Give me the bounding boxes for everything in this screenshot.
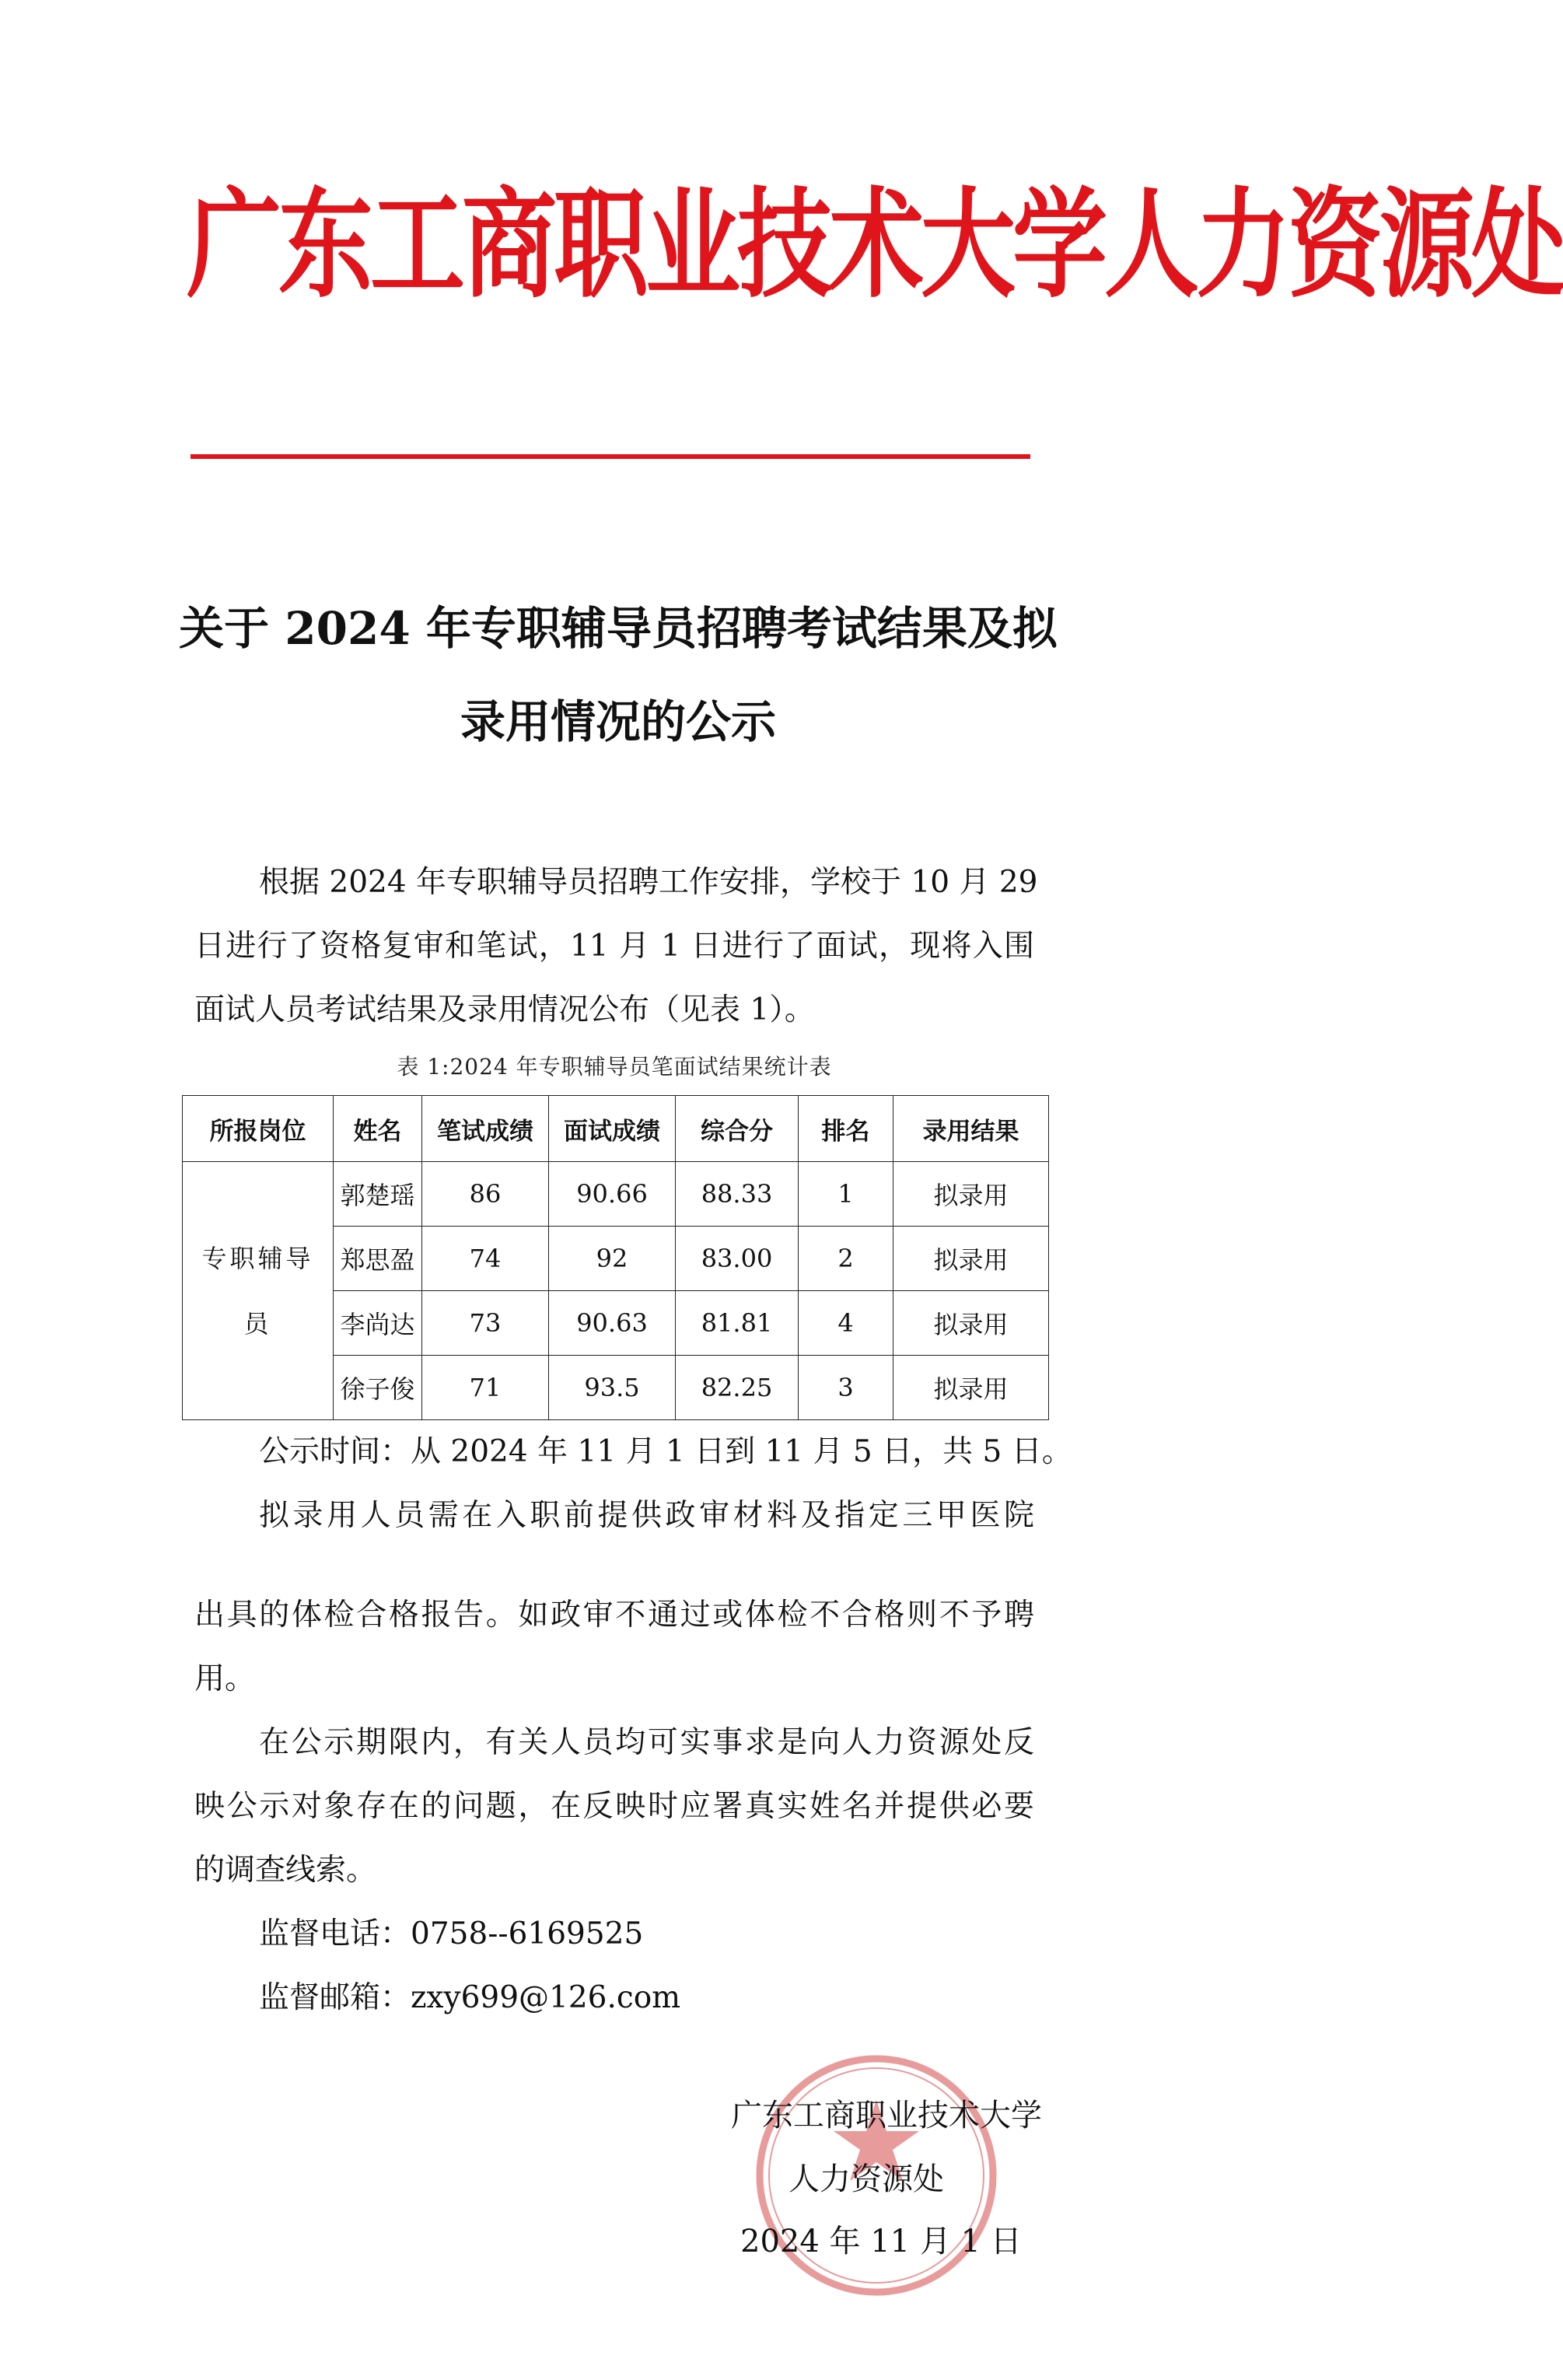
results-table — [182, 1095, 1049, 1420]
cell-result: 拟录用 — [893, 1356, 1049, 1420]
supervision-phone: 监督电话：0758--6169525 — [259, 1916, 644, 1951]
signature-dept: 人力资源处 — [788, 2161, 944, 2197]
header-rank: 排名 — [799, 1096, 893, 1162]
cell-name: 徐子俊 — [334, 1356, 422, 1420]
header-total-score: 综合分 — [676, 1096, 799, 1162]
cell-written: 86 — [422, 1162, 549, 1227]
cell-interview: 90.66 — [549, 1162, 676, 1227]
header-position: 所报岗位 — [183, 1096, 334, 1162]
cell-result: 拟录用 — [893, 1291, 1049, 1356]
header-name: 姓名 — [334, 1096, 422, 1162]
cell-written: 74 — [422, 1227, 549, 1291]
requirement-line: 拟录用人员需在入职前提供政审材料及指定三甲医院 — [259, 1498, 1034, 1533]
org-header-title: 广东工商职业技术大学人力资源处 — [187, 176, 1563, 314]
requirement-line: 用。 — [194, 1661, 256, 1696]
signature-org: 广东工商职业技术大学 — [731, 2098, 1042, 2133]
cell-interview: 90.63 — [549, 1291, 676, 1356]
header-interview-score: 面试成绩 — [549, 1096, 676, 1162]
position-label-line1: 专职辅导 — [201, 1243, 314, 1273]
cell-name: 郑思盈 — [334, 1227, 422, 1291]
header-divider — [191, 454, 1030, 459]
header-result: 录用结果 — [893, 1096, 1049, 1162]
requirement-line: 出具的体检合格报告。如政审不通过或体检不合格则不予聘 — [194, 1598, 1034, 1633]
cell-total: 82.25 — [676, 1356, 799, 1420]
cell-rank: 4 — [799, 1291, 893, 1356]
supervision-email: 监督邮箱：zxy699@126.com — [259, 1980, 681, 2015]
cell-interview: 92 — [549, 1227, 676, 1291]
table-row — [183, 1162, 1049, 1227]
feedback-line: 映公示对象存在的问题，在反映时应署真实姓名并提供必要 — [194, 1789, 1034, 1824]
feedback-line: 的调查线索。 — [194, 1853, 377, 1888]
cell-interview: 93.5 — [549, 1356, 676, 1420]
cell-total: 88.33 — [676, 1162, 799, 1227]
intro-line: 根据 2024 年专职辅导员招聘工作安排，学校于 10 月 29 — [259, 865, 1038, 900]
intro-line: 面试人员考试结果及录用情况公布（见表 1）。 — [194, 992, 815, 1027]
cell-written: 73 — [422, 1291, 549, 1356]
table-caption: 表 1:2024 年专职辅导员笔面试结果统计表 — [397, 1054, 832, 1080]
cell-name: 李尚达 — [334, 1291, 422, 1356]
cell-written: 71 — [422, 1356, 549, 1420]
cell-total: 83.00 — [676, 1227, 799, 1291]
table-header-row — [183, 1096, 1049, 1162]
notice-title-line2: 录用情况的公示 — [460, 695, 776, 748]
cell-result: 拟录用 — [893, 1162, 1049, 1227]
publicity-period: 公示时间：从 2024 年 11 月 1 日到 11 月 5 日，共 5 日。 — [259, 1434, 1072, 1469]
cell-total: 81.81 — [676, 1291, 799, 1356]
notice-title-line1: 关于 2024 年专职辅导员招聘考试结果及拟 — [179, 602, 1058, 655]
signature-date: 2024 年 11 月 1 日 — [740, 2224, 1022, 2259]
cell-rank: 1 — [799, 1162, 893, 1227]
feedback-line: 在公示期限内，有关人员均可实事求是向人力资源处反 — [259, 1725, 1034, 1760]
cell-result: 拟录用 — [893, 1227, 1049, 1291]
position-label-line2: 员 — [243, 1308, 272, 1339]
intro-line: 日进行了资格复审和笔试，11 月 1 日进行了面试，现将入围 — [194, 929, 1034, 964]
header-written-score: 笔试成绩 — [422, 1096, 549, 1162]
cell-rank: 3 — [799, 1356, 893, 1420]
cell-rank: 2 — [799, 1227, 893, 1291]
position-cell — [183, 1162, 334, 1420]
cell-name: 郭楚瑶 — [334, 1162, 422, 1227]
